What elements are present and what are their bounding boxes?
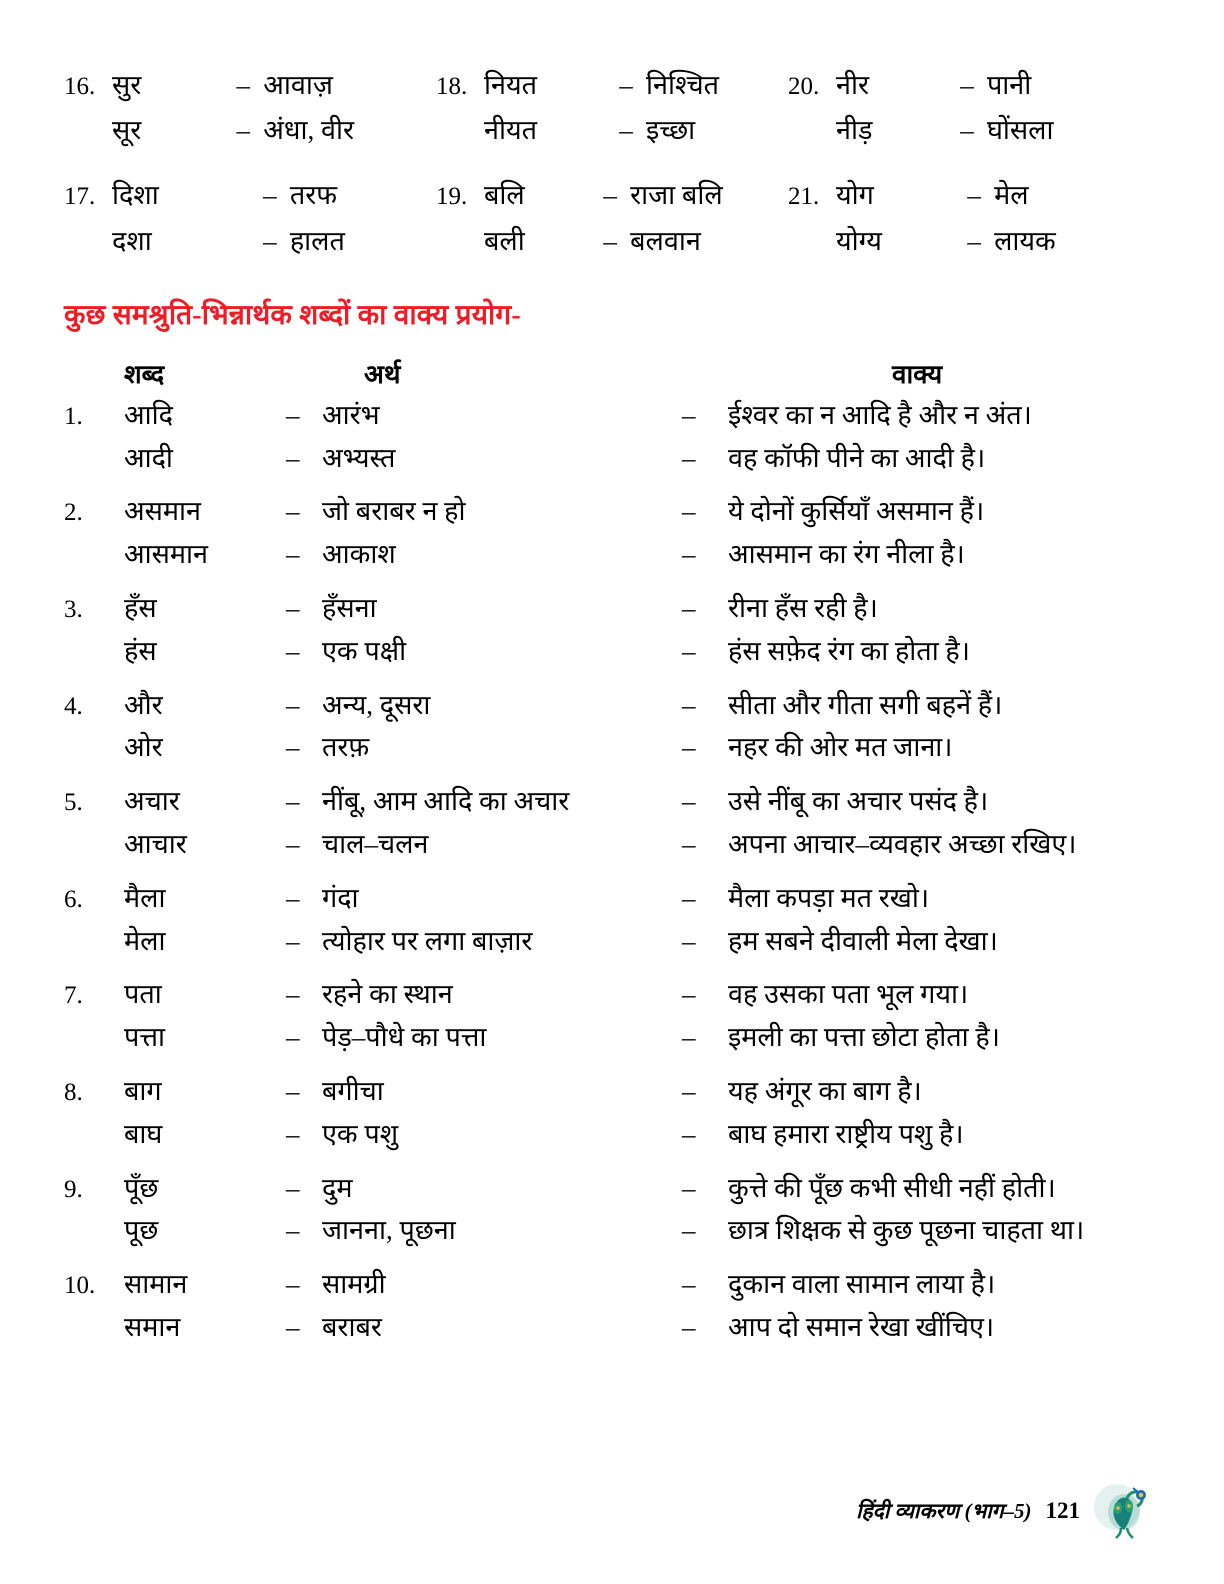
usage-word: मैला [124,882,166,913]
usage-word: पत्ता [124,1022,165,1053]
usage-number: 2. [64,499,83,527]
pair-meaning: पानी [986,70,1032,100]
pair-word: बली [484,225,525,256]
usage-sentence: वह उसका पता भूल गया। [728,979,969,1010]
usage-dash-2: – [682,496,696,527]
pair-number: 18. [436,73,468,100]
usage-sentence: ईश्वर का न आदि है और न अंत। [728,399,1032,430]
usage-meaning: तरफ़ [322,732,370,763]
pair-number: 19. [436,183,468,211]
usage-item [64,493,1160,574]
pair-word: बलि [484,180,525,211]
pair-meaning: मेल [994,180,1029,211]
usage-meaning: पेड़–पौधे का पत्ता [322,1022,487,1053]
pair-dash: – [960,115,974,146]
usage-row [64,880,1160,918]
usage-sentence: दुकान वाला सामान लाया है। [728,1269,996,1300]
usage-dash-1: – [286,689,300,720]
usage-row [64,923,1160,961]
usage-word: पूँछ [124,1172,159,1203]
usage-meaning: आरंभ [322,399,380,430]
usage-dash-1: – [286,1269,300,1300]
pair-group [436,176,788,260]
usage-dash-2: – [682,828,696,859]
usage-word: आदी [124,442,173,473]
usage-dash-1: – [286,1172,300,1203]
usage-word: समान [124,1311,181,1342]
usage-row [64,1116,1160,1154]
usage-dash-1: – [286,399,300,430]
usage-row [64,1170,1160,1208]
usage-item [64,1073,1160,1154]
pair-word: योग्य [836,225,882,256]
pair-number: 20. [788,73,820,100]
usage-sentence: नहर की ओर मत जाना। [728,732,953,763]
usage-word: बाघ [124,1118,163,1149]
usage-row [64,1019,1160,1057]
pair-dash: – [603,180,617,211]
pair-meaning: घोंसला [986,115,1054,146]
usage-meaning: दुम [322,1172,353,1203]
pair-meaning: निश्चित [646,70,719,100]
top-pair-column-3 [788,66,1128,261]
usage-item [64,880,1160,961]
pair-word: नीड़ [836,115,873,146]
usage-row [64,687,1160,725]
usage-sentence: ये दोनों कुर्सियाँ असमान हैं। [728,496,985,527]
usage-row [64,397,1160,435]
pair-group [788,66,1128,150]
usage-dash-2: – [682,592,696,623]
usage-dash-2: – [682,1172,696,1203]
usage-meaning: बगीचा [322,1075,384,1106]
usage-number: 6. [64,885,83,913]
usage-row [64,590,1160,628]
usage-item [64,1266,1160,1347]
usage-dash-1: – [286,442,300,473]
usage-dash-2: – [682,1311,696,1342]
usage-number: 3. [64,595,83,623]
usage-row [64,1266,1160,1304]
usage-dash-1: – [286,635,300,666]
usage-word: हंस [124,635,157,666]
pair-number: 16. [64,73,96,100]
pair-meaning: हालत [289,225,345,256]
footer-book-line: हिंदी व्याकरण (भाग–5) [856,1499,1032,1523]
usage-number: 7. [64,982,83,1010]
pair-meaning: तरफ [289,180,338,211]
usage-sentence: सीता और गीता सगी बहनें हैं। [728,689,1003,720]
usage-dash-1: – [286,1022,300,1053]
usage-meaning: चाल–चलन [322,828,429,859]
pair-word: नीर [836,70,870,100]
usage-row [64,493,1160,531]
usage-dash-1: – [286,539,300,570]
usage-sentence: आसमान का रंग नीला है। [728,539,965,570]
usage-dash-1: – [286,592,300,623]
usage-item [64,687,1160,768]
usage-dash-2: – [682,925,696,956]
pair-dash: – [603,225,617,256]
usage-dash-1: – [286,732,300,763]
usage-dash-2: – [682,399,696,430]
pair-dash: – [263,225,277,256]
pair-word: दशा [112,225,152,256]
usage-word: ओर [124,732,163,763]
usage-dash-2: – [682,635,696,666]
usage-sentence: यह अंगूर का बाग है। [728,1075,922,1106]
usage-meaning: अन्य, दूसरा [322,689,431,720]
usage-dash-1: – [286,1075,300,1106]
usage-meaning: एक पशु [322,1118,399,1149]
usage-sentence: हम सबने दीवाली मेला देखा। [728,925,998,956]
pair-meaning: आवाज़ [263,70,333,100]
usage-dash-2: – [682,1022,696,1053]
usage-meaning: गंदा [322,882,359,913]
pair-meaning: इच्छा [646,115,696,146]
usage-word: असमान [124,496,202,527]
usage-dash-2: – [682,979,696,1010]
usage-row [64,1309,1160,1347]
usage-dash-2: – [682,1118,696,1149]
pair-meaning: राजा बलि [630,180,723,211]
usage-dash-1: – [286,979,300,1010]
usage-meaning: सामग्री [322,1269,386,1300]
usage-meaning: बराबर [322,1311,382,1342]
peacock-icon [1094,1478,1160,1544]
page-footer [856,1478,1160,1544]
usage-dash-1: – [286,882,300,913]
usage-dash-1: – [286,925,300,956]
usage-row [64,826,1160,864]
pair-dash: – [619,115,633,146]
usage-meaning: जो बराबर न हो [322,496,466,527]
usage-dash-2: – [682,732,696,763]
usage-sentence: वह कॉफी पीने का आदी है। [728,442,986,473]
pair-word: नीयत [484,115,538,146]
usage-meaning: हँसना [322,592,377,623]
usage-word: बाग [124,1075,162,1106]
usage-meaning: नींबू, आम आदि का अचार [322,786,570,817]
usage-item [64,397,1160,478]
pair-dash: – [619,70,633,100]
usage-row [64,1073,1160,1111]
usage-dash-1: – [286,1311,300,1342]
pair-number: 17. [64,183,96,211]
pair-dash: – [967,180,981,211]
usage-word: मेला [124,925,166,956]
usage-sentence: रीना हँस रही है। [728,592,878,623]
usage-row [64,440,1160,478]
pair-dash: – [236,115,250,146]
pair-meaning: लायक [994,225,1056,256]
usage-column-headers [64,355,1160,391]
usage-sentence: आप दो समान रेखा खींचिए। [728,1311,995,1342]
pair-dash: – [263,180,277,211]
usage-meaning: एक पक्षी [322,635,407,666]
usage-number: 1. [64,402,83,430]
usage-dash-1: – [286,496,300,527]
pair-group [64,66,436,150]
usage-number: 10. [64,1272,96,1300]
pair-dash: – [967,225,981,256]
header-vakya: वाक्य [892,359,943,389]
usage-sentence: अपना आचार–व्यवहार अच्छा रखिए। [728,828,1077,859]
usage-word: हँस [124,592,157,623]
usage-word: आसमान [124,539,208,570]
usage-sentence: हंस सफ़ेद रंग का होता है। [728,635,971,666]
usage-number: 4. [64,692,83,720]
usage-row [64,633,1160,671]
usage-word: अचार [124,786,180,817]
pair-word: दिशा [112,180,159,211]
usage-sentence: उसे नींबू का अचार पसंद है। [728,786,989,817]
usage-list [64,397,1160,1347]
usage-item [64,783,1160,864]
usage-sentence: छात्र शिक्षक से कुछ पूछना चाहता था। [728,1215,1085,1246]
usage-dash-1: – [286,786,300,817]
usage-row [64,536,1160,574]
pair-dash: – [236,70,250,100]
usage-word: आचार [124,828,187,859]
usage-sentence: बाघ हमारा राष्ट्रीय पशु है। [728,1118,964,1149]
pair-word: सुर [112,70,142,100]
usage-number: 9. [64,1175,83,1203]
header-shabd: शब्द [124,359,165,389]
usage-word: सामान [124,1269,188,1300]
usage-dash-2: – [682,689,696,720]
usage-dash-2: – [682,786,696,817]
usage-item [64,590,1160,671]
top-pair-block [64,66,1160,261]
pair-dash: – [960,70,974,100]
usage-dash-1: – [286,1118,300,1149]
pair-group [788,176,1128,260]
usage-meaning: रहने का स्थान [322,979,453,1010]
pair-meaning: बलवान [630,225,701,256]
usage-dash-2: – [682,1269,696,1300]
usage-meaning: आकाश [322,539,396,570]
pair-word: योग [836,180,874,211]
usage-meaning: अभ्यस्त [322,442,396,473]
usage-number: 8. [64,1078,83,1106]
pair-word: सूर [112,115,142,146]
top-pair-column-2 [436,66,788,261]
pair-word: नियत [484,70,538,100]
page-number: 121 [1045,1498,1080,1523]
usage-dash-1: – [286,828,300,859]
usage-row [64,783,1160,821]
usage-dash-2: – [682,1215,696,1246]
usage-word: आदि [124,399,173,430]
usage-dash-2: – [682,539,696,570]
pair-meaning: अंधा, वीर [263,115,355,146]
usage-meaning: त्योहार पर लगा बाज़ार [322,925,533,956]
header-arth: अर्थ [364,359,401,389]
usage-dash-2: – [682,1075,696,1106]
top-pair-column-1 [64,66,436,261]
usage-row [64,729,1160,767]
usage-word: और [124,689,163,720]
usage-item [64,976,1160,1057]
usage-word: पता [124,979,162,1010]
usage-dash-2: – [682,442,696,473]
usage-sentence: इमली का पत्ता छोटा होता है। [728,1022,1000,1053]
usage-meaning: जानना, पूछना [322,1215,456,1246]
usage-item [64,1170,1160,1251]
section-heading: कुछ समश्रुति-भिन्नार्थक शब्दों का वाक्य प्रयोग- [64,299,521,331]
usage-number: 5. [64,789,83,817]
pair-group [436,66,788,150]
usage-sentence: मैला कपड़ा मत रखो। [728,882,930,913]
usage-dash-2: – [682,882,696,913]
usage-sentence: कुत्ते की पूँछ कभी सीधी नहीं होती। [728,1172,1056,1203]
pair-number: 21. [788,183,820,211]
usage-dash-1: – [286,1215,300,1246]
usage-word: पूछ [124,1215,159,1246]
usage-row [64,976,1160,1014]
pair-group [64,176,436,260]
usage-row [64,1212,1160,1250]
